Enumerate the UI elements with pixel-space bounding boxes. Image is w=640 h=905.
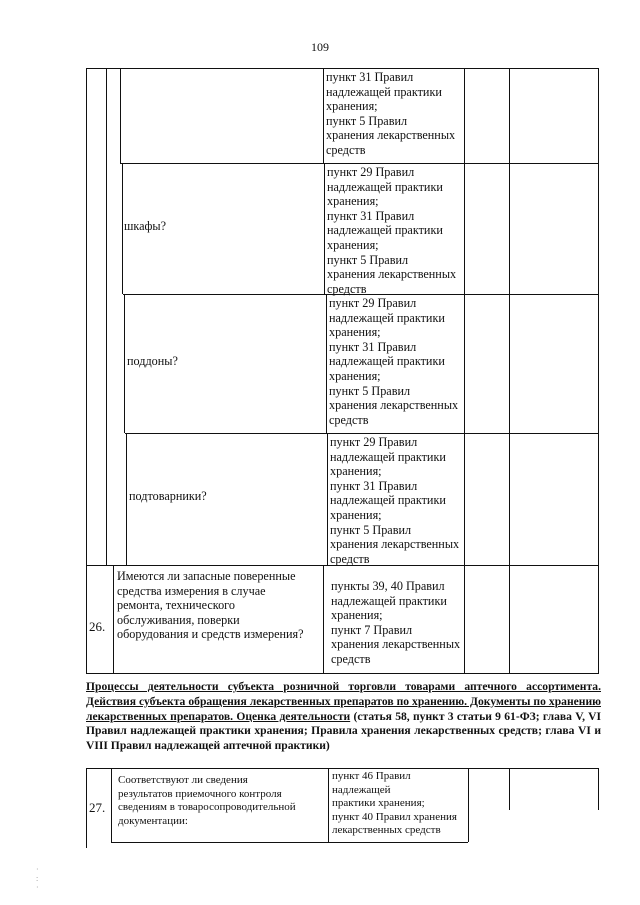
- requirements-cell: пункт 29 Правил надлежащей практики хранения; пункт 31 Правил надлежащей практики хранения; пункт 5 Правил хранения лекарственных средств: [330, 435, 460, 566]
- table-rule: [327, 433, 328, 565]
- table-rule: [468, 768, 469, 842]
- table-rule: [86, 673, 599, 674]
- requirements-cell: пункты 39, 40 Правил надлежащей практики хранения; пункт 7 Правил хранения лекарственных средств: [331, 579, 461, 666]
- table-rule: [106, 68, 107, 565]
- question-cell: шкафы?: [124, 219, 167, 233]
- table-rule: [598, 768, 599, 810]
- table-rule: [509, 68, 510, 673]
- table-rule: [86, 768, 599, 769]
- table-rule: [111, 842, 468, 843]
- table-rule: [323, 565, 324, 673]
- table-rule: [120, 163, 599, 164]
- table-rule: [86, 768, 87, 848]
- table-rule: [125, 433, 599, 434]
- table-rule: [124, 294, 125, 433]
- requirements-cell: пункт 31 Правил надлежащей практики хранения; пункт 5 Правил хранения лекарственных средств: [326, 70, 456, 157]
- scan-artifact: · : ·: [36, 865, 39, 892]
- table-rule: [509, 768, 510, 810]
- table-rule: [113, 565, 114, 673]
- row-number: 26.: [89, 620, 106, 634]
- table-rule: [324, 163, 325, 294]
- table-rule: [120, 68, 121, 163]
- table-rule: [598, 68, 599, 673]
- question-cell: подтоварники?: [129, 489, 207, 503]
- requirements-cell: пункт 46 Правил надлежащей практики хранения; пункт 40 Правил хранения лекарственных средств: [332, 770, 457, 837]
- section-heading: [86, 680, 601, 754]
- section-heading-underlined: Процессы деятельности субъекта розничной торговли товарами аптечного ассортимента. Действия субъекта обращения лекарственных препаратов по хранению. Документы по хранению лекарственных препаратов. Оценка деятельности: [86, 680, 601, 723]
- table-rule: [328, 768, 329, 842]
- question-cell: Соответствуют ли сведения результатов приемочного контроля сведениям в товаросопроводительной документации:: [118, 774, 296, 827]
- question-cell: Имеются ли запасные поверенные средства измерения в случае ремонта, технического обслуживания, поверки оборудования и средств измерения?: [117, 569, 304, 642]
- table-rule: [464, 68, 465, 673]
- table-rule: [86, 68, 87, 673]
- table-rule: [326, 294, 327, 433]
- page-number: 109: [311, 40, 329, 54]
- requirements-cell: пункт 29 Правил надлежащей практики хранения; пункт 31 Правил надлежащей практики хранения; пункт 5 Правил хранения лекарственных средств: [329, 296, 459, 427]
- table-rule: [111, 768, 112, 842]
- row-number: 27.: [89, 801, 106, 815]
- question-cell: поддоны?: [127, 354, 178, 368]
- requirements-cell: пункт 29 Правил надлежащей практики хранения; пункт 31 Правил надлежащей практики хранения; пункт 5 Правил хранения лекарственных средств: [327, 165, 457, 296]
- table-rule: [323, 68, 324, 163]
- table-rule: [122, 163, 123, 294]
- section-heading-references: (статья 58, пункт 3 статьи 9 61-ФЗ; глава V, VI Правил надлежащей практики хранения; Правила хранения лекарственных средств; глава VI и VIII Правил надлежащей аптечной практики): [86, 709, 601, 753]
- table-rule: [86, 68, 599, 69]
- table-rule: [126, 433, 127, 565]
